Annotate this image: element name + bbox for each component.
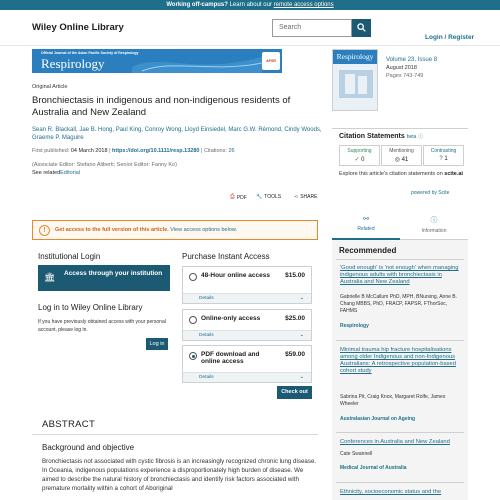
scite-logo: Scite (438, 190, 450, 196)
share-label: SHARE (300, 194, 318, 200)
login-button[interactable]: Log in (146, 338, 168, 350)
option-price: $59.00 (285, 351, 305, 358)
option-details-toggle[interactable] (183, 293, 311, 303)
remote-access-link[interactable]: remote access options (273, 2, 334, 8)
related-icon: ⚯ (363, 216, 369, 223)
first-published-date: 04 March 2018 (70, 148, 108, 154)
share-icon: ⋖ (294, 194, 299, 200)
recommended-item-journal[interactable]: Respirology (340, 323, 369, 329)
article-type: Original Article (32, 84, 68, 90)
contrasting-value (424, 156, 463, 162)
tab-information[interactable] (400, 212, 468, 240)
site-header (0, 10, 500, 46)
mentioning-value (382, 156, 421, 163)
recommended-item-journal[interactable]: Australasian Journal on Ageing (340, 416, 416, 422)
explore-citations (339, 170, 467, 178)
tools-button[interactable] (256, 194, 281, 200)
journal-name: Respirology (41, 56, 105, 71)
powered-label: powered by (411, 190, 437, 196)
doi-link[interactable]: https://doi.org/10.1111/resp.13280 (112, 148, 200, 154)
institution-access-button[interactable] (38, 265, 170, 291)
first-published-label: First published: (32, 148, 71, 154)
cover-journal-name: Respirology (333, 50, 377, 64)
option-price: $15.00 (285, 272, 305, 279)
divider (336, 259, 464, 260)
recommended-item-title[interactable]: 'Good enough' is 'not enough' when managing indigenous adults with bronchiectasis in Australia and New Zealand (340, 265, 459, 285)
site-logo[interactable]: Wiley Online Library (32, 22, 124, 33)
supporting-number: 0 (361, 157, 365, 163)
radio-online[interactable] (189, 316, 197, 324)
recommended-item-authors: Sabrina Pit, Craig Knox, Margaret Rolfe, James Wheeler (340, 394, 446, 407)
citations-count[interactable]: 26 (228, 148, 235, 154)
recommended-heading: Recommended (339, 246, 397, 255)
pdf-label: PDF (236, 194, 247, 201)
issue-volume-link[interactable]: Volume 23, Issue 8 (386, 57, 438, 63)
powered-by-scite[interactable] (411, 190, 449, 196)
divider (336, 482, 464, 483)
details-label: Details (199, 375, 214, 380)
option-details-toggle[interactable] (183, 330, 311, 340)
remote-access-text: Learn about our (227, 2, 274, 8)
option-details-toggle[interactable] (183, 372, 311, 382)
apsr-logo: APSR (262, 52, 280, 70)
info-icon: ⓘ (430, 217, 438, 224)
recommended-item-title[interactable]: Conferences in Australia and New Zealand (340, 439, 450, 445)
info-icon[interactable]: ⓘ (418, 134, 424, 140)
purchase-option-online[interactable] (182, 309, 312, 341)
publication-line (32, 148, 235, 154)
supporting-count[interactable] (339, 145, 380, 166)
access-notice (32, 220, 318, 240)
abstract-text: Bronchiectasis not associated with cystic fibrosis is an increasingly recognized chronic lung disease. In Oceania, indigenous populations experience a disproportionately high burden of disease. We aimed to describe the natural history of bronchiectasis and identify risk factors associated with premature mortality within a cohort of Aboriginal (42, 458, 317, 492)
search-placeholder: Search (279, 24, 302, 31)
divider (336, 340, 464, 341)
purchase-option-pdf[interactable] (182, 345, 312, 383)
institution-button-label: Access through your institution (64, 270, 163, 277)
chevron-down-icon: ⌄ (299, 332, 304, 338)
access-options-link[interactable]: View access options below. (168, 227, 238, 233)
option-label: Online-only access (201, 315, 261, 322)
radio-48h[interactable] (189, 273, 197, 281)
beta-badge: beta (406, 134, 417, 140)
recommended-item-authors: Gabrielle B McCallum PhD, MPH, BNursing, Anne B. Chang MBBS, PhD, FRACP, FAPSR, FThorSoc, FAHMS (340, 294, 457, 314)
see-related-editorial-link[interactable]: Editorial (60, 170, 81, 176)
banner-wave-graphic (132, 49, 262, 73)
pub-separator: | (109, 148, 113, 154)
tab-information-label: Information (421, 228, 447, 234)
mentioning-count[interactable] (381, 145, 422, 166)
supporting-value (340, 156, 379, 163)
wrench-icon: 🔧 (256, 194, 263, 200)
mentioning-label: Mentioning (389, 148, 414, 154)
institution-icon: 🏛 (44, 272, 56, 282)
divider (336, 432, 464, 433)
explore-text: Explore this article's citation statements on (339, 171, 445, 177)
access-text: Get access to the full version of this article. (55, 227, 169, 233)
journal-banner[interactable] (32, 49, 282, 73)
author-list[interactable]: Sean R. Blackall, Jae B. Hong, Paul King, Conroy Wong, Lloyd Einsiedel, Marc G.W. Rémond, Cindy Woods, Graeme P. Maguire (32, 127, 322, 141)
pdf-button[interactable] (230, 194, 247, 201)
search-input[interactable] (272, 19, 352, 37)
contrasting-count[interactable] (423, 145, 464, 166)
article-title: Bronchiectasis in indigenous and non-indigenous residents of Australia and New Zealand (32, 95, 291, 118)
citation-heading-text: Citation Statements (339, 133, 405, 140)
editors-note: (Associate Editor: Stefano Aliberti; Senior Editor: Fanny Ko) (32, 162, 177, 168)
institutional-login-heading: Institutional Login (38, 252, 101, 261)
recommended-item-title[interactable]: Ethnicity, socioeconomic status and the (340, 489, 442, 495)
divider (32, 434, 318, 435)
check-icon: ✓ (354, 157, 360, 163)
purchase-heading: Purchase Instant Access (182, 252, 270, 261)
login-register-link[interactable]: Login / Register (425, 34, 475, 41)
journal-subtitle: Official Journal of the Asian Pacific Society of Respirology (41, 51, 139, 55)
sidebar-tabs (332, 212, 468, 240)
issue-date: August 2018 (386, 65, 417, 71)
tools-label: TOOLS (264, 194, 282, 200)
contrast-icon: ? (439, 156, 443, 162)
access-message (55, 227, 237, 233)
remote-access-bar (0, 0, 500, 10)
issue-pages: Pages 743-749 (386, 73, 424, 79)
details-label: Details (199, 333, 214, 338)
chevron-down-icon: ⌄ (299, 295, 304, 301)
recommended-item-authors: Cate Swannell (340, 451, 373, 457)
mention-icon: ◎ (394, 157, 400, 163)
see-related (32, 170, 80, 176)
search-icon (357, 23, 366, 32)
cover-lung-right (358, 76, 367, 94)
recommended-item-title[interactable]: Minimal trauma hip fracture hospitalisations among older Indigenous and non-Indigenous Australians: A retrospective population-based cohort study (340, 347, 457, 374)
login-description: If you have previously obtained access with your personal account, please log in. (38, 319, 166, 333)
remote-access-bold: Working off-campus? (166, 2, 228, 8)
contrasting-number: 1 (444, 156, 448, 162)
abstract-heading: ABSTRACT (42, 419, 96, 430)
option-label: PDF download and online access (201, 351, 260, 365)
mentioning-number: 41 (401, 157, 409, 163)
share-button[interactable] (294, 194, 317, 200)
see-related-label: See related (32, 170, 61, 176)
citations-label: Citations: (203, 148, 229, 154)
search-button[interactable] (352, 19, 371, 37)
warning-icon: ! (39, 225, 50, 236)
chevron-down-icon: ⌄ (299, 374, 304, 380)
pdf-icon: ⎙ (230, 194, 235, 200)
option-label: 48-Hour online access (201, 272, 270, 279)
purchase-option-48h[interactable] (182, 266, 312, 304)
supporting-label: Supporting (347, 148, 372, 154)
details-label: Details (199, 296, 214, 301)
radio-pdf[interactable] (189, 352, 197, 360)
contrasting-label: Contrasting (430, 148, 457, 154)
tab-related[interactable] (332, 212, 400, 240)
cover-lung-left (345, 74, 355, 94)
option-price: $25.00 (285, 315, 305, 322)
abstract-section-heading: Background and objective (42, 443, 135, 452)
scite-link[interactable]: scite.ai (444, 171, 463, 177)
recommended-item-journal[interactable]: Medical Journal of Australia (340, 465, 407, 471)
issue-cover[interactable] (332, 49, 378, 111)
tab-related-label: Related (357, 226, 375, 232)
citation-statements-heading (339, 133, 423, 140)
login-heading: Log in to Wiley Online Library (38, 303, 143, 312)
pub-separator: | (201, 148, 204, 154)
checkout-button[interactable]: Check out (277, 386, 312, 399)
